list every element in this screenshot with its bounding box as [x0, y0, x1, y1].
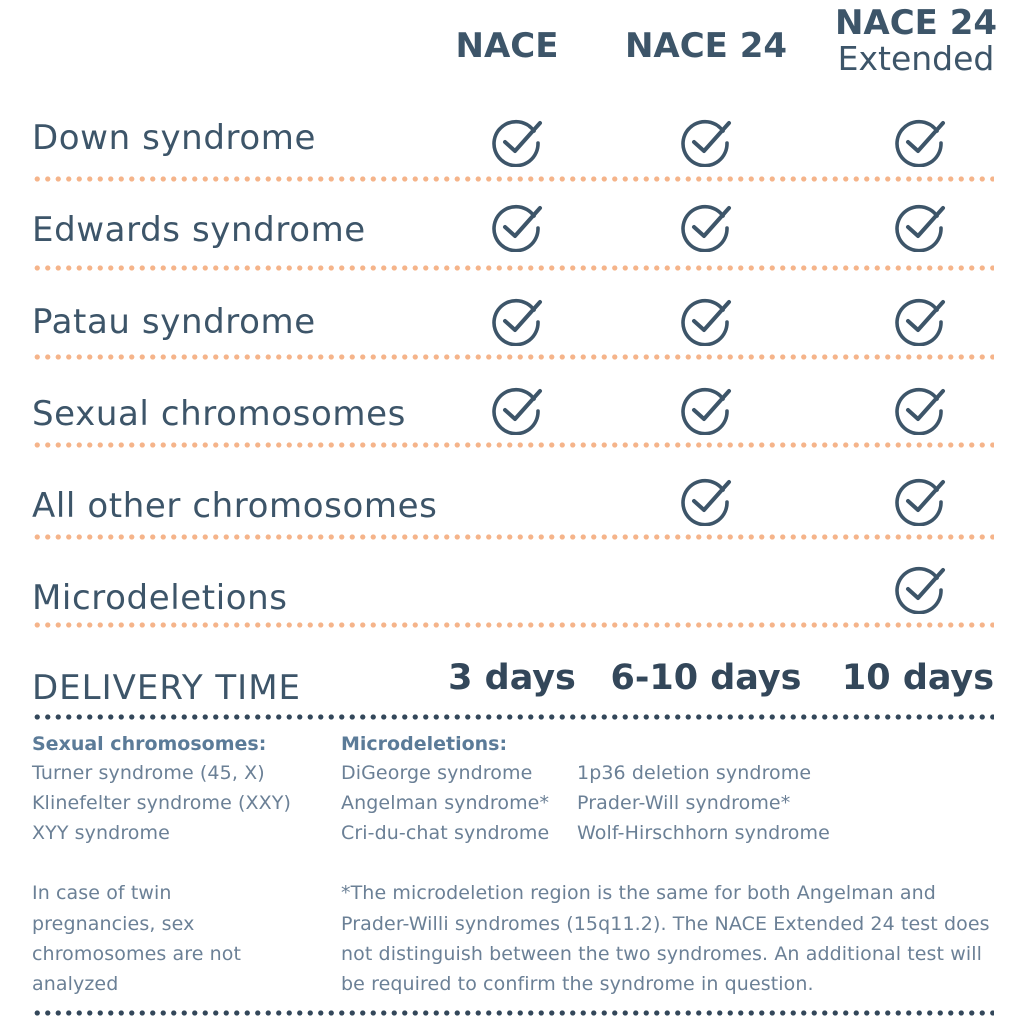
column-header-title: NACE 24: [624, 26, 788, 66]
microdeletion-item: 1p36 deletion syndrome: [577, 762, 812, 784]
twin-note-line: chromosomes are not: [32, 943, 242, 965]
check-icon: [677, 115, 735, 167]
row-label-edwards-syndrome: Edwards syndrome: [32, 210, 366, 250]
check-icon: [488, 383, 546, 435]
sexual-chromosomes-item: XYY syndrome: [32, 822, 170, 844]
footnote-line: be required to confirm the syndrome in question.: [341, 973, 814, 995]
twin-note-line: In case of twin: [32, 882, 172, 904]
sexual-chromosomes-item: Klinefelter syndrome (XXY): [32, 792, 291, 814]
row-divider: [32, 176, 994, 182]
check-icon: [891, 562, 949, 614]
footnote-line: *The microdeletion region is the same for both Angelman and: [341, 882, 936, 904]
column-header-subtitle: Extended: [837, 39, 995, 78]
sexual-chromosomes-item: Turner syndrome (45, X): [32, 762, 265, 784]
delivery-time-nace: 3 days: [448, 658, 576, 698]
twin-note-line: analyzed: [32, 973, 119, 995]
sexual-chromosomes-notes-title: Sexual chromosomes:: [32, 733, 267, 755]
check-icon: [677, 383, 735, 435]
row-divider: [32, 534, 994, 540]
footnote-line: Prader-Willi syndromes (15q11.2). The NACE Extended 24 test does: [341, 913, 990, 935]
column-header-nace: [446, 26, 568, 66]
delivery-time-label: DELIVERY TIME: [32, 668, 302, 708]
check-icon: [488, 115, 546, 167]
twin-note-line: pregnancies, sex: [32, 913, 195, 935]
row-label-all-other-chromosomes: All other chromosomes: [32, 486, 438, 526]
column-header-nace-24-extended: [826, 4, 1006, 78]
microdeletion-item: Cri-du-chat syndrome: [341, 822, 550, 844]
check-icon: [677, 294, 735, 346]
section-divider: [32, 714, 994, 720]
check-icon: [891, 294, 949, 346]
column-header-title: NACE: [455, 26, 559, 66]
microdeletion-item: Angelman syndrome*: [341, 792, 550, 814]
microdeletion-item: Prader-Will syndrome*: [577, 792, 791, 814]
check-icon: [677, 474, 735, 526]
microdeletions-notes-title: Microdeletions:: [341, 733, 508, 755]
delivery-time-nace-24-extended: 10 days: [841, 658, 995, 698]
footnote-line: not distinguish between the two syndromes. An additional test will: [341, 943, 983, 965]
row-divider: [32, 354, 994, 360]
check-icon: [488, 294, 546, 346]
check-icon: [891, 115, 949, 167]
microdeletion-item: DiGeorge syndrome: [341, 762, 533, 784]
microdeletion-item: Wolf-Hirschhorn syndrome: [577, 822, 830, 844]
check-icon: [891, 383, 949, 435]
row-label-patau-syndrome: Patau syndrome: [32, 302, 316, 342]
check-icon: [891, 474, 949, 526]
row-divider: [32, 265, 994, 271]
row-divider: [32, 622, 994, 628]
check-icon: [677, 200, 735, 252]
row-divider: [32, 442, 994, 448]
row-label-down-syndrome: Down syndrome: [32, 118, 316, 158]
column-header-nace-24: [614, 26, 798, 66]
row-label-sexual-chromosomes: Sexual chromosomes: [32, 394, 406, 434]
check-icon: [891, 200, 949, 252]
row-label-microdeletions: Microdeletions: [32, 578, 288, 618]
delivery-time-nace-24: 6-10 days: [610, 658, 802, 698]
column-header-title: NACE 24: [834, 3, 998, 43]
check-icon: [488, 200, 546, 252]
bottom-divider: [32, 1010, 994, 1016]
